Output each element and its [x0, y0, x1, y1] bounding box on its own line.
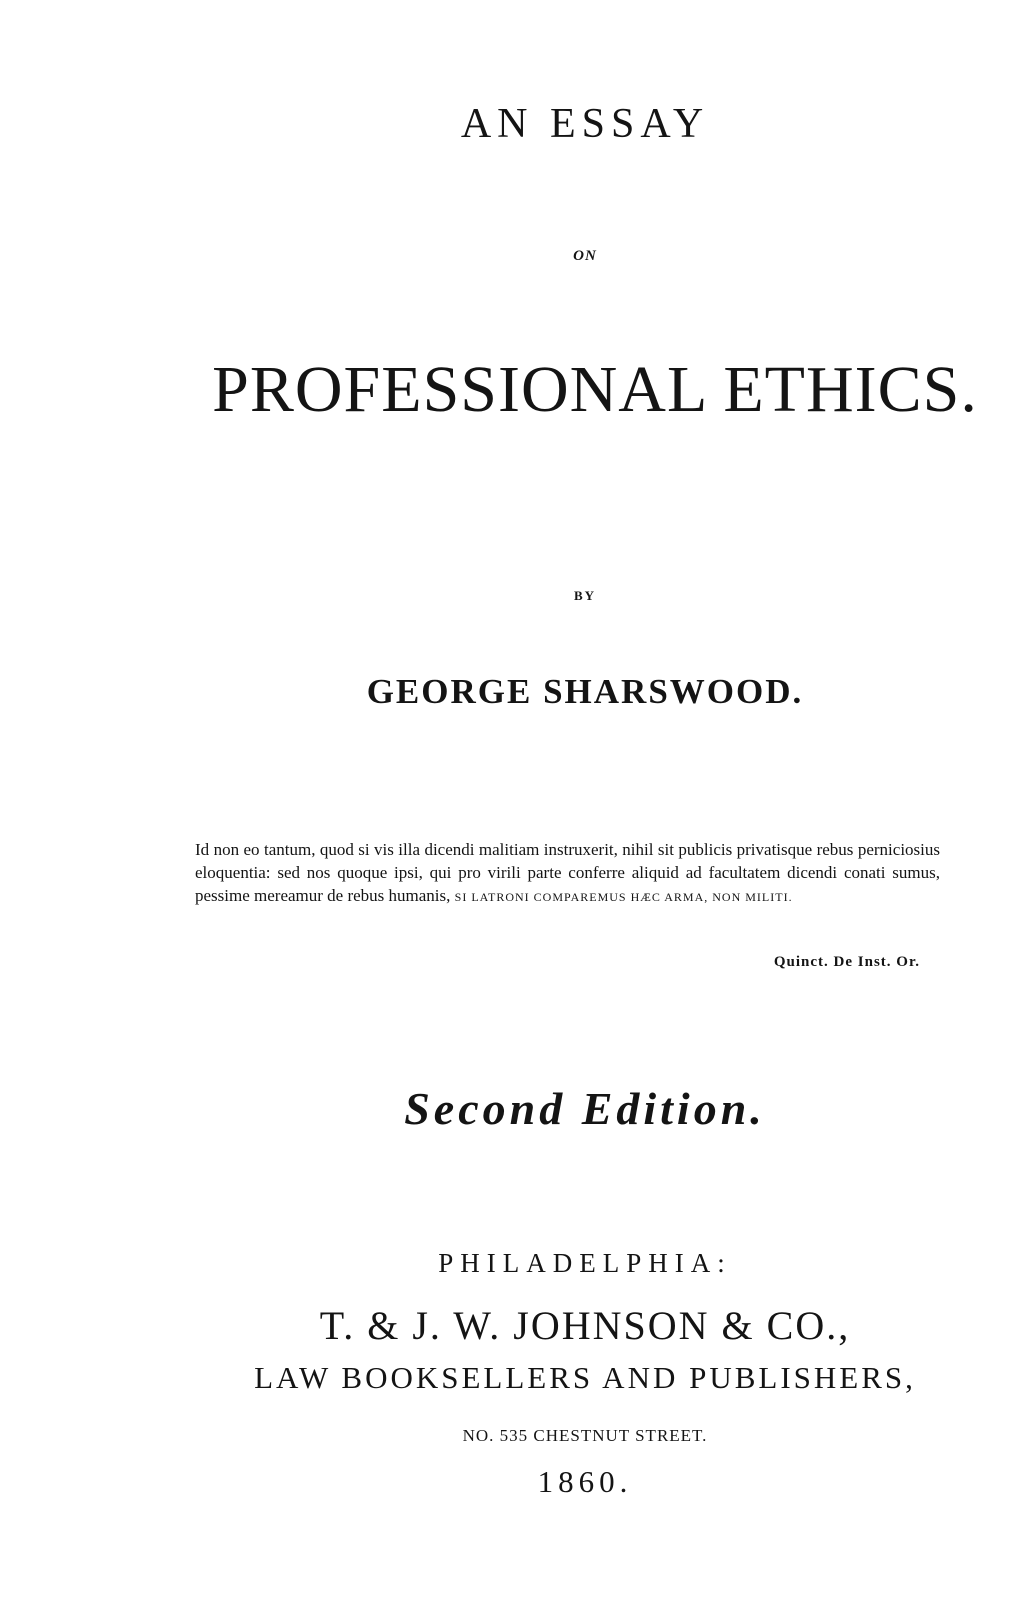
- main-title: PROFESSIONAL ETHICS.: [212, 353, 978, 426]
- by-line: BY: [573, 588, 597, 603]
- publisher-city: PHILADELPHIA:: [438, 1248, 732, 1278]
- title-an-essay: AN ESSAY: [460, 101, 710, 147]
- author-name: GEORGE SHARSWOOD.: [366, 672, 804, 711]
- epigraph: [195, 838, 940, 909]
- epigraph-source: Quinct. De Inst. Or.: [773, 954, 920, 970]
- epigraph-text: Id non eo tantum, quod si vis illa dicendi malitiam instruxerit, nihil sit publicis privatisque rebus perniciosius eloquentia: sed nos quoque ipsi, qui pro virili parte conferre aliquid ad facultatem dicendi conati sumus, pessime mereamur de rebus humanis,: [195, 840, 940, 905]
- publisher-address: NO. 535 CHESTNUT STREET.: [462, 1426, 708, 1445]
- publisher-name: T. & J. W. JOHNSON & CO.,: [319, 1303, 851, 1348]
- edition-label: Second Edition.: [404, 1083, 766, 1134]
- publication-year: 1860.: [537, 1464, 633, 1499]
- publisher-description: LAW BOOKSELLERS AND PUBLISHERS,: [254, 1360, 916, 1395]
- epigraph-caps-text: SI LATRONI COMPAREMUS HÆC ARMA, NON MILITI.: [454, 890, 793, 904]
- title-on: ON: [573, 248, 597, 264]
